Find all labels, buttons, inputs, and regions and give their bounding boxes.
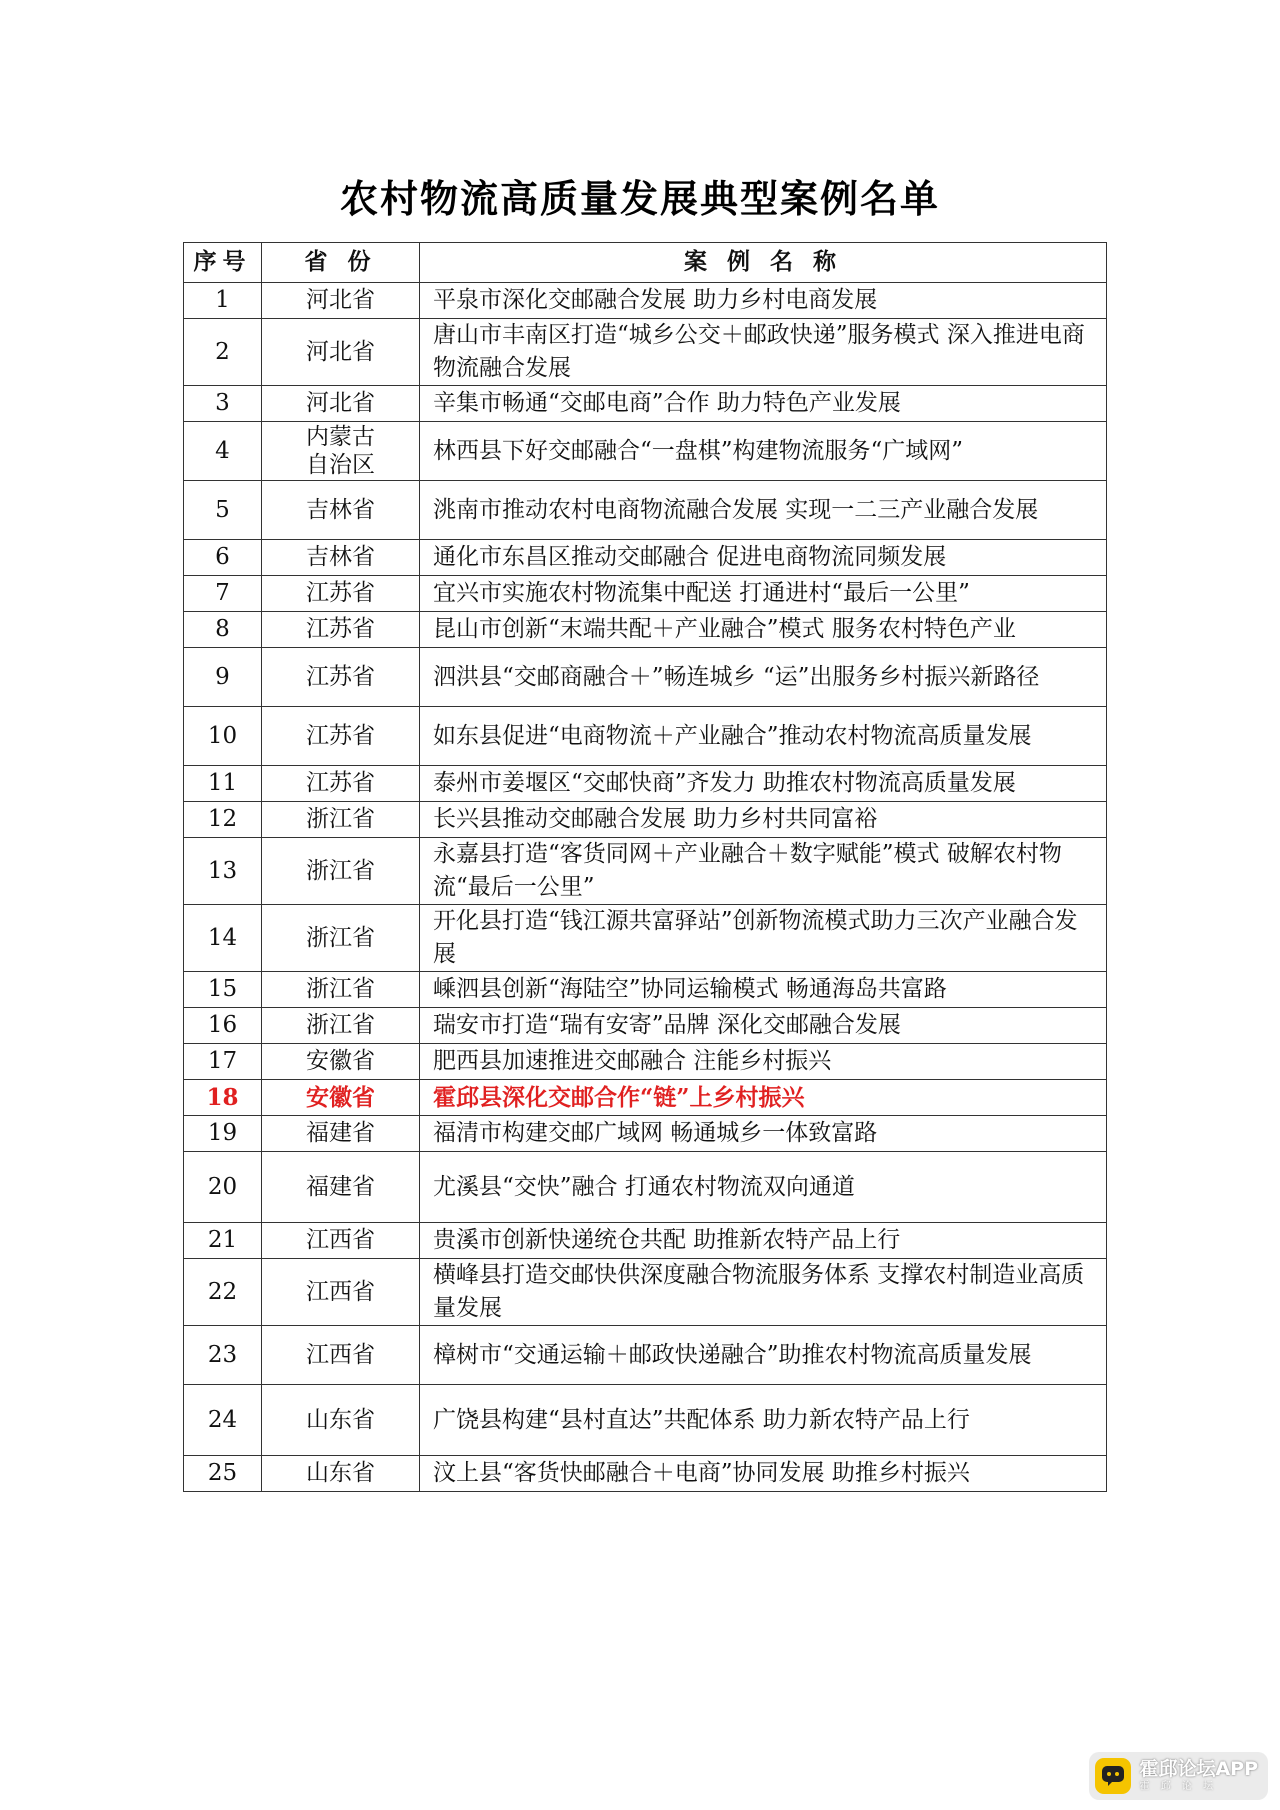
row-province: 吉林省 (262, 540, 420, 576)
row-case-name: 瑞安市打造“瑞有安寄”品牌 深化交邮融合发展 (420, 1008, 1107, 1044)
row-number: 23 (184, 1326, 262, 1385)
row-province: 江西省 (262, 1259, 420, 1326)
row-province: 安徽省 (262, 1080, 420, 1116)
table-row (184, 1456, 1107, 1492)
row-province: 福建省 (262, 1152, 420, 1223)
row-number: 14 (184, 905, 262, 972)
row-number: 9 (184, 648, 262, 707)
row-number: 15 (184, 972, 262, 1008)
row-case-name: 如东县促进“电商物流＋产业融合”推动农村物流高质量发展 (420, 707, 1107, 766)
row-province: 福建省 (262, 1116, 420, 1152)
row-province: 山东省 (262, 1456, 420, 1492)
row-number: 12 (184, 802, 262, 838)
row-case-name: 宜兴市实施农村物流集中配送 打通进村“最后一公里” (420, 576, 1107, 612)
row-case-name: 贵溪市创新快递统仓共配 助推新农特产品上行 (420, 1223, 1107, 1259)
row-number: 2 (184, 319, 262, 386)
row-case-name: 肥西县加速推进交邮融合 注能乡村振兴 (420, 1044, 1107, 1080)
app-watermark (1089, 1752, 1268, 1800)
row-province: 江苏省 (262, 707, 420, 766)
row-province: 河北省 (262, 319, 420, 386)
row-case-name: 广饶县构建“县村直达”共配体系 助力新农特产品上行 (420, 1385, 1107, 1456)
row-case-name: 洮南市推动农村电商物流融合发展 实现一二三产业融合发展 (420, 481, 1107, 540)
row-number: 11 (184, 766, 262, 802)
table-row (184, 283, 1107, 319)
table-row (184, 1152, 1107, 1223)
table-row (184, 802, 1107, 838)
table-row (184, 319, 1107, 386)
row-case-name: 辛集市畅通“交邮电商”合作 助力特色产业发展 (420, 386, 1107, 422)
row-number: 16 (184, 1008, 262, 1044)
watermark-subtitle: 霍 邱 论 坛 (1139, 1781, 1217, 1792)
row-province: 吉林省 (262, 481, 420, 540)
row-province: 内蒙古自治区 (262, 422, 420, 481)
table-row (184, 707, 1107, 766)
row-province: 山东省 (262, 1385, 420, 1456)
table-row (184, 972, 1107, 1008)
row-case-name: 横峰县打造交邮快供深度融合物流服务体系 支撑农村制造业高质量发展 (420, 1259, 1107, 1326)
table-row (184, 422, 1107, 481)
table-row (184, 612, 1107, 648)
row-number: 8 (184, 612, 262, 648)
row-number: 4 (184, 422, 262, 481)
row-number: 18 (184, 1080, 262, 1116)
table-row (184, 1080, 1107, 1116)
row-case-name: 开化县打造“钱江源共富驿站”创新物流模式助力三次产业融合发展 (420, 905, 1107, 972)
row-number: 22 (184, 1259, 262, 1326)
table-row (184, 648, 1107, 707)
row-case-name: 平泉市深化交邮融合发展 助力乡村电商发展 (420, 283, 1107, 319)
table-row (184, 1259, 1107, 1326)
table-row (184, 1385, 1107, 1456)
row-number: 10 (184, 707, 262, 766)
row-case-name: 永嘉县打造“客货同网＋产业融合＋数字赋能”模式 破解农村物流“最后一公里” (420, 838, 1107, 905)
row-province: 江苏省 (262, 576, 420, 612)
row-province: 浙江省 (262, 1008, 420, 1044)
row-number: 21 (184, 1223, 262, 1259)
page-title: 农村物流高质量发展典型案例名单 (339, 177, 940, 221)
row-province: 浙江省 (262, 802, 420, 838)
row-case-name: 霍邱县深化交邮合作“链”上乡村振兴 (420, 1080, 1107, 1116)
table-row (184, 576, 1107, 612)
case-table (183, 242, 1107, 1492)
table-row (184, 766, 1107, 802)
row-province: 浙江省 (262, 838, 420, 905)
row-province: 安徽省 (262, 1044, 420, 1080)
table-header-row (184, 243, 1107, 283)
row-case-name: 泰州市姜堰区“交邮快商”齐发力 助推农村物流高质量发展 (420, 766, 1107, 802)
table-row (184, 1223, 1107, 1259)
row-number: 20 (184, 1152, 262, 1223)
row-number: 6 (184, 540, 262, 576)
row-province: 江苏省 (262, 766, 420, 802)
row-number: 13 (184, 838, 262, 905)
row-case-name: 唐山市丰南区打造“城乡公交＋邮政快递”服务模式 深入推进电商物流融合发展 (420, 319, 1107, 386)
row-case-name: 泗洪县“交邮商融合＋”畅连城乡 “运”出服务乡村振兴新路径 (420, 648, 1107, 707)
row-province: 河北省 (262, 283, 420, 319)
table-row (184, 1008, 1107, 1044)
row-province: 江苏省 (262, 612, 420, 648)
row-case-name: 汶上县“客货快邮融合＋电商”协同发展 助推乡村振兴 (420, 1456, 1107, 1492)
row-number: 25 (184, 1456, 262, 1492)
row-number: 3 (184, 386, 262, 422)
table-row (184, 386, 1107, 422)
watermark-app-name: 霍邱论坛APP (1139, 1758, 1258, 1780)
row-case-name: 通化市东昌区推动交邮融合 促进电商物流同频发展 (420, 540, 1107, 576)
row-province: 浙江省 (262, 905, 420, 972)
row-number: 19 (184, 1116, 262, 1152)
table-row (184, 1116, 1107, 1152)
chat-bubble-icon (1095, 1758, 1131, 1794)
row-case-name: 嵊泗县创新“海陆空”协同运输模式 畅通海岛共富路 (420, 972, 1107, 1008)
row-province: 浙江省 (262, 972, 420, 1008)
header-province: 省 份 (262, 243, 420, 283)
header-no: 序号 (184, 243, 262, 283)
row-province: 江西省 (262, 1326, 420, 1385)
row-number: 24 (184, 1385, 262, 1456)
row-number: 1 (184, 283, 262, 319)
row-number: 17 (184, 1044, 262, 1080)
row-case-name: 尤溪县“交快”融合 打通农村物流双向通道 (420, 1152, 1107, 1223)
header-case-name: 案 例 名 称 (420, 243, 1107, 283)
row-case-name: 樟树市“交通运输＋邮政快递融合”助推农村物流高质量发展 (420, 1326, 1107, 1385)
row-case-name: 长兴县推动交邮融合发展 助力乡村共同富裕 (420, 802, 1107, 838)
row-case-name: 福清市构建交邮广域网 畅通城乡一体致富路 (420, 1116, 1107, 1152)
table-row (184, 838, 1107, 905)
row-province: 河北省 (262, 386, 420, 422)
row-case-name: 昆山市创新“末端共配＋产业融合”模式 服务农村特色产业 (420, 612, 1107, 648)
table-row (184, 481, 1107, 540)
row-province: 江西省 (262, 1223, 420, 1259)
row-case-name: 林西县下好交邮融合“一盘棋”构建物流服务“广域网” (420, 422, 1107, 481)
table-row (184, 540, 1107, 576)
row-number: 7 (184, 576, 262, 612)
table-row (184, 905, 1107, 972)
table-row (184, 1044, 1107, 1080)
row-province: 江苏省 (262, 648, 420, 707)
table-row (184, 1326, 1107, 1385)
row-number: 5 (184, 481, 262, 540)
